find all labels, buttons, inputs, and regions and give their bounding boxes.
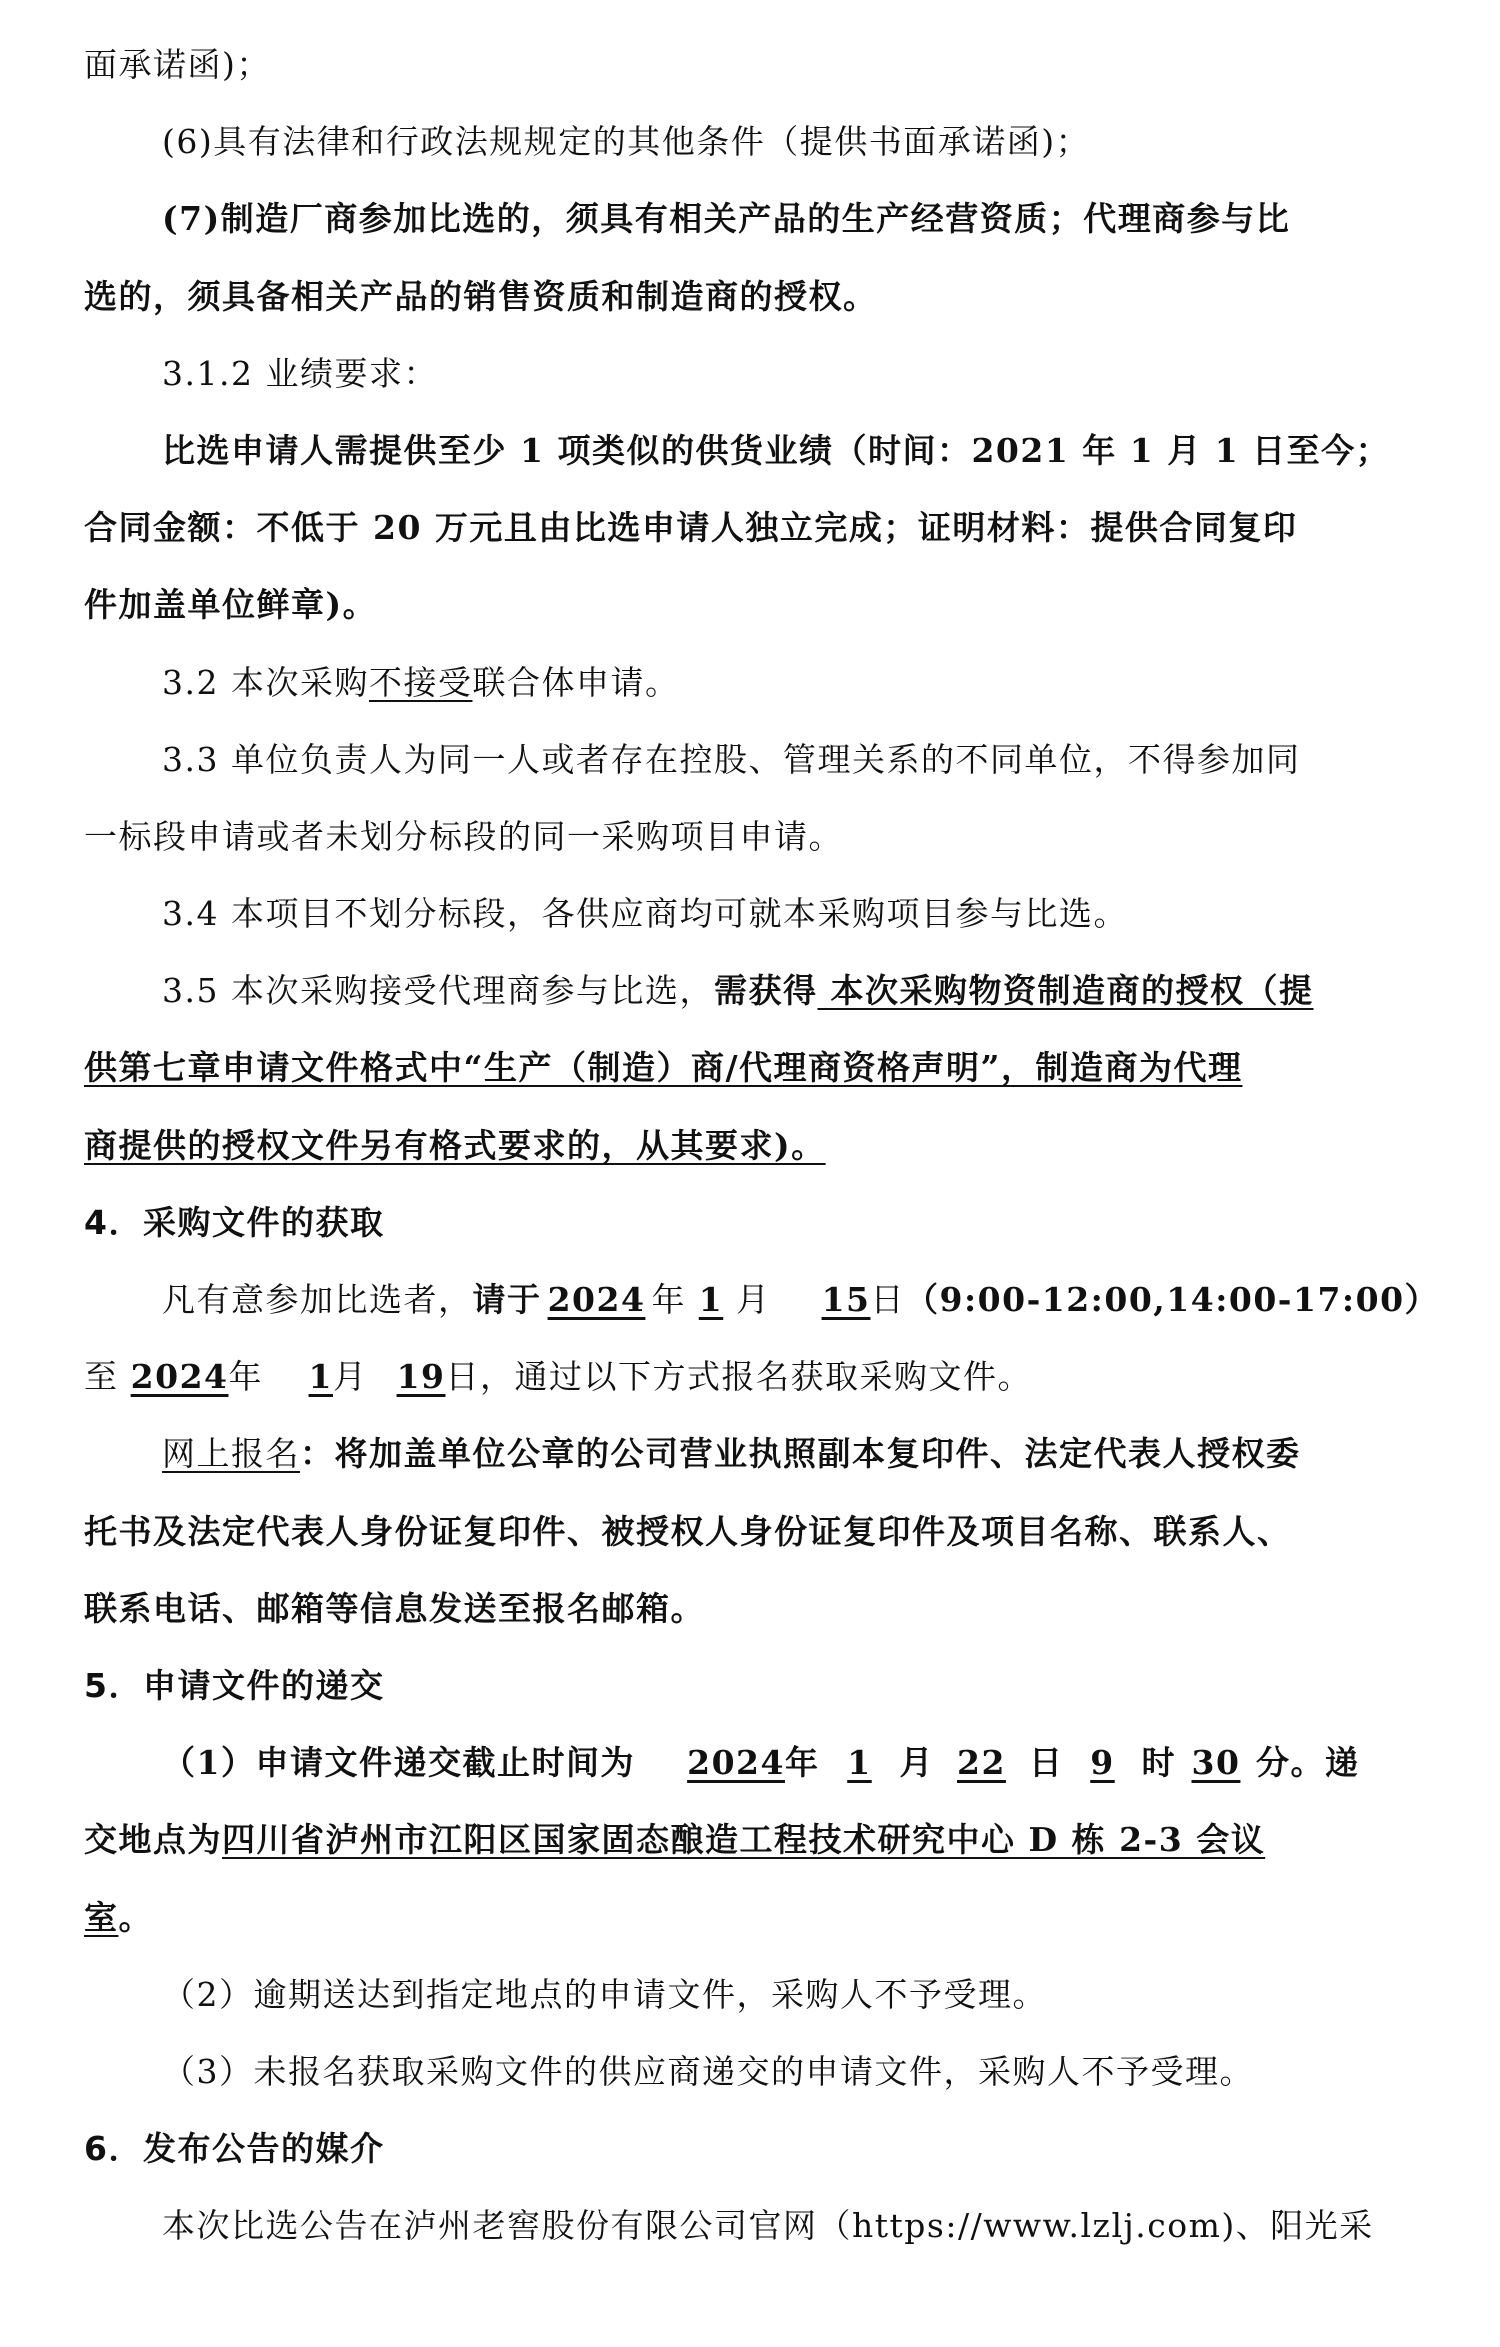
text-line bbox=[84, 1493, 1436, 1570]
text-line bbox=[84, 798, 1436, 875]
clause-text: 3.4 本项目不划分标段，各供应商均可就本采购项目参与比选。 bbox=[162, 894, 1128, 934]
label: 年 bbox=[784, 1743, 820, 1783]
text-line bbox=[84, 1570, 1436, 1647]
publication-media bbox=[84, 2187, 1436, 2264]
deadline-year: 2024 bbox=[687, 1743, 785, 1783]
requirement-6: (6)具有法律和行政法规规定的其他条件（提供书面承诺函)； bbox=[162, 122, 1091, 162]
requirement-7-cont: 选的，须具备相关产品的销售资质和制造商的授权。 bbox=[84, 276, 878, 316]
performance-requirement: 比选申请人需提供至少 1 项类似的供货业绩（时间：2021 年 1 月 1 日至今； bbox=[162, 430, 1391, 470]
text-line bbox=[84, 566, 1436, 643]
text-line bbox=[84, 412, 1436, 489]
underlined-text: 不接受 bbox=[368, 662, 473, 702]
deadline-minute: 30 bbox=[1191, 1743, 1241, 1783]
text: 凡有意参加比选者， bbox=[162, 1280, 473, 1319]
text: 。 bbox=[118, 1897, 153, 1937]
end-month: 1 bbox=[308, 1357, 333, 1397]
start-day: 15 bbox=[821, 1280, 871, 1319]
text-line bbox=[84, 26, 1436, 103]
clause-text: 3.2 本次采购 bbox=[162, 662, 369, 702]
label: 分。递 bbox=[1255, 1743, 1360, 1783]
label: 年 bbox=[228, 1357, 263, 1397]
text-line bbox=[84, 103, 1436, 180]
subsection-heading-3-1-2: 3.1.2 业绩要求： bbox=[162, 353, 438, 393]
heading-text: 5．申请文件的递交 bbox=[84, 1665, 385, 1705]
section-heading-4 bbox=[84, 1184, 1436, 1261]
deadline-month: 1 bbox=[847, 1743, 872, 1783]
text: 本次比选公告在泸州老窖股份有限公司官网（https://www.lzlj.com)、阳光采 bbox=[162, 2206, 1374, 2246]
location-text: 室 bbox=[84, 1897, 119, 1937]
submission-location bbox=[84, 1801, 1436, 1878]
underlined-text: 供第七章申请文件格式中“生产（制造）商/代理商资格声明”，制造商为代理 bbox=[84, 1048, 1243, 1088]
location-text: 四川省泸州市江阳区国家固态酿造工程技术研究中心 D 栋 2-3 会议 bbox=[222, 1820, 1266, 1860]
start-month: 1 bbox=[698, 1280, 724, 1319]
bold-text: 需获得 bbox=[713, 971, 818, 1011]
end-year: 2024 bbox=[130, 1357, 229, 1397]
clause-3-2 bbox=[84, 644, 1436, 721]
text: 联系电话、邮箱等信息发送至报名邮箱。 bbox=[84, 1588, 705, 1628]
online-registration bbox=[84, 1415, 1436, 1492]
text-line bbox=[84, 489, 1436, 566]
text: ，通过以下方式报名获取采购文件。 bbox=[480, 1357, 1032, 1397]
text: （3）未报名获取采购文件的供应商递交的申请文件，采购人不予受理。 bbox=[162, 2051, 1254, 2091]
text: （1）申请文件递交截止时间为 bbox=[162, 1743, 635, 1783]
text-line bbox=[84, 1879, 1436, 1956]
section-heading-6 bbox=[84, 2110, 1436, 2187]
requirement-7: (7)制造厂商参加比选的，须具有相关产品的生产经营资质；代理商参与比 bbox=[162, 199, 1291, 239]
clause-text: 3.3 单位负责人为同一人或者存在控股、管理关系的不同单位，不得参加同 bbox=[162, 739, 1301, 779]
label: 日 bbox=[870, 1280, 905, 1319]
document-page bbox=[84, 26, 1440, 2264]
text-line bbox=[84, 1029, 1436, 1106]
underlined-text: 本次采购物资制造商的授权（提 bbox=[817, 971, 1314, 1011]
performance-requirement-cont: 合同金额：不低于 20 万元且由比选申请人独立完成；证明材料：提供合同复印 bbox=[84, 508, 1298, 548]
late-submission-note bbox=[84, 1956, 1436, 2033]
clause-3-5 bbox=[84, 952, 1436, 1029]
label: 月 bbox=[736, 1280, 771, 1319]
clause-text: 一标段申请或者未划分标段的同一采购项目申请。 bbox=[84, 816, 843, 856]
online-registration-label: 网上报名 bbox=[162, 1434, 300, 1474]
text: （2）逾期送达到指定地点的申请文件，采购人不予受理。 bbox=[162, 1974, 1047, 2014]
label: 至 bbox=[84, 1357, 119, 1397]
label: 时 bbox=[1141, 1743, 1176, 1783]
deadline-day: 22 bbox=[957, 1743, 1006, 1783]
label: 年 bbox=[651, 1280, 686, 1319]
heading-text: 6．发布公告的媒介 bbox=[84, 2129, 385, 2169]
text-line bbox=[84, 335, 1436, 412]
performance-requirement-end: 件加盖单位鲜章)。 bbox=[84, 585, 378, 625]
section-heading-5 bbox=[84, 1647, 1436, 1724]
submission-deadline bbox=[84, 1724, 1436, 1801]
registration-period-end bbox=[84, 1338, 1436, 1415]
start-year: 2024 bbox=[547, 1280, 646, 1319]
text: 托书及法定代表人身份证复印件、被授权人身份证复印件及项目名称、联系人、 bbox=[84, 1511, 1292, 1551]
deadline-hour: 9 bbox=[1090, 1743, 1115, 1783]
underlined-text: 商提供的授权文件另有格式要求的，从其要求)。 bbox=[84, 1125, 826, 1165]
registration-period bbox=[84, 1261, 1440, 1338]
bold-text: 请于 bbox=[472, 1280, 542, 1319]
clause-text: 3.5 本次采购接受代理商参与比选， bbox=[162, 971, 714, 1011]
text: 交地点为 bbox=[84, 1820, 222, 1860]
paragraph-text: 面承诺函)； bbox=[84, 45, 271, 84]
label: 日 bbox=[1028, 1743, 1064, 1783]
text-line bbox=[84, 258, 1436, 335]
unregistered-note bbox=[84, 2033, 1436, 2110]
clause-text: 联合体申请。 bbox=[472, 662, 680, 702]
label: 日 bbox=[445, 1357, 480, 1397]
label: 月 bbox=[333, 1357, 368, 1397]
text-line bbox=[84, 180, 1436, 257]
text-line bbox=[84, 1107, 1436, 1184]
clause-3-3 bbox=[84, 721, 1436, 798]
text: ：将加盖单位公章的公司营业执照副本复印件、法定代表人授权委 bbox=[300, 1434, 1301, 1474]
end-day: 19 bbox=[396, 1357, 446, 1397]
label: 月 bbox=[899, 1743, 934, 1783]
office-hours: （9:00-12:00,14:00-17:00） bbox=[905, 1280, 1440, 1319]
heading-text: 4．采购文件的获取 bbox=[84, 1202, 385, 1242]
clause-3-4 bbox=[84, 875, 1436, 952]
